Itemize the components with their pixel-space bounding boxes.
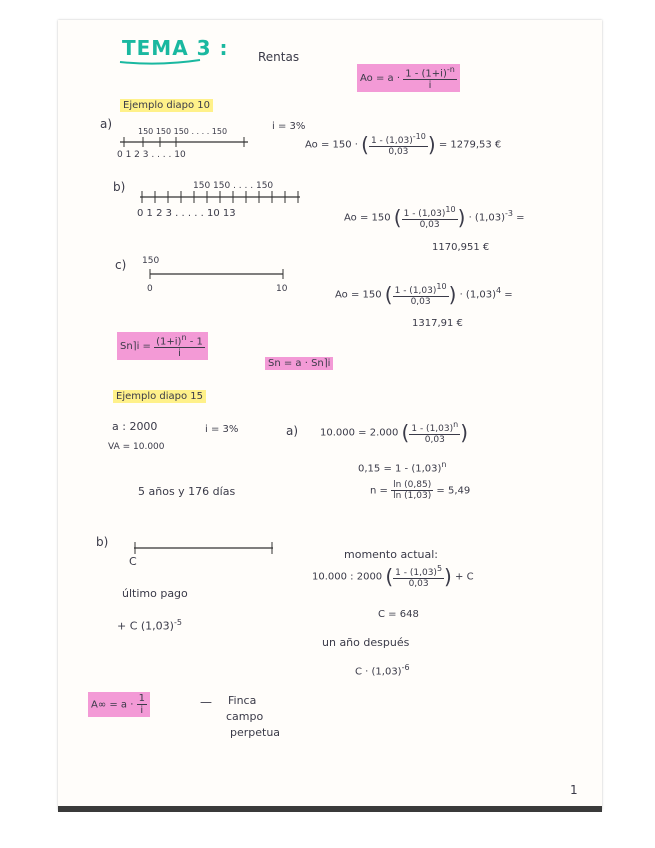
equation-15-1: 10.000 = 2.000 ( $\frac{1 - (1,03)n}{0,03}$ ) [320, 420, 469, 445]
n-solution: n = $\frac{\ln (0,85)}{\ln (1,03)}$ = 5,49 [370, 480, 471, 501]
accumulation-factor-formula: Sn⌉i = $\frac{(1+i)^n - 1}{i}$ [117, 332, 208, 360]
rate-value: i = 3% [205, 424, 239, 435]
equation-a: Ao = 150 · ( $\frac{1 - (1,03)-10}{0,03}$ ) = 1279,53 € [305, 132, 502, 157]
c-value: C = 648 [378, 609, 419, 620]
timeline-b-periods: 0 1 2 3 . . . . . 10 13 [137, 208, 236, 219]
current-moment-text: momento actual: [344, 548, 439, 561]
part-b-label: b) [113, 180, 126, 194]
part-c-label: c) [115, 258, 127, 272]
annuity-formula: Ao = a · $\frac{1 - (1+i)^{-n}}{i}$ [357, 64, 460, 92]
timeline-a-payments: 150 150 150 . . . . 150 [138, 127, 228, 136]
timeline-c-start: 0 [147, 284, 153, 294]
interest-rate: i = 3% [272, 121, 306, 132]
equation-15-3: 10.000 : 2000 ( $\frac{1 - (1,03)5}{0,03}$ ) + C [312, 564, 474, 589]
c-after-formula: $C \cdot (1,03)^{-6}$ [355, 663, 410, 678]
one-year-later-text: un año después [322, 636, 410, 649]
perpetuity-dash: — [200, 695, 212, 709]
future-value-formula: Sn = a · Sn⌉i [265, 357, 333, 370]
perpetuity-note-3: perpetua [230, 726, 281, 739]
timeline-c-payment: 150 [142, 256, 160, 266]
title-underline [120, 60, 200, 64]
duration-text: 5 años y 176 días [138, 485, 236, 498]
timeline-b-payments: 150 150 . . . . 150 [193, 181, 274, 191]
topic-title: TEMA 3 : [122, 36, 229, 60]
topic-subtitle: Rentas [258, 50, 300, 64]
page-number: 1 [570, 783, 578, 797]
part-a-label: a) [100, 117, 113, 131]
timeline-c-end: 10 [276, 284, 288, 294]
present-value: VA = 10.000 [108, 442, 165, 452]
perpetuity-note-1: Finca [228, 694, 257, 707]
result-c: 1317,91 € [412, 318, 463, 329]
timeline-a-periods: 0 1 2 3 . . . . 10 [117, 150, 186, 160]
equation-15-2: $0,15 = 1 - (1,03)^n$ [358, 460, 447, 475]
last-payment-text: último pago [122, 587, 188, 600]
perpetuity-note-2: campo [226, 710, 264, 723]
ex15-part-a-label: a) [286, 424, 299, 438]
example-10-label: Ejemplo diapo 10 [120, 99, 213, 112]
perpetuity-formula: A∞ = a · $\frac{1}{i}$ [88, 692, 150, 717]
result-b: 1170,951 € [432, 242, 490, 253]
equation-c: Ao = 150 ( $\frac{1 - (1,03)10}{0,03}$ ) · $(1,03)^4$ = [335, 282, 513, 307]
ex15-part-b-label: b) [96, 535, 109, 549]
payment-value: a : 2000 [112, 420, 158, 433]
timeline-c-mark: C [129, 555, 137, 568]
last-payment-formula: + C $(1,03)^{-5}$ [117, 618, 182, 633]
example-15-label: Ejemplo diapo 15 [113, 390, 206, 403]
equation-b: Ao = 150 ( $\frac{1 - (1,03)10}{0,03}$ ) · $(1,03)^{-3}$ = [344, 205, 525, 230]
